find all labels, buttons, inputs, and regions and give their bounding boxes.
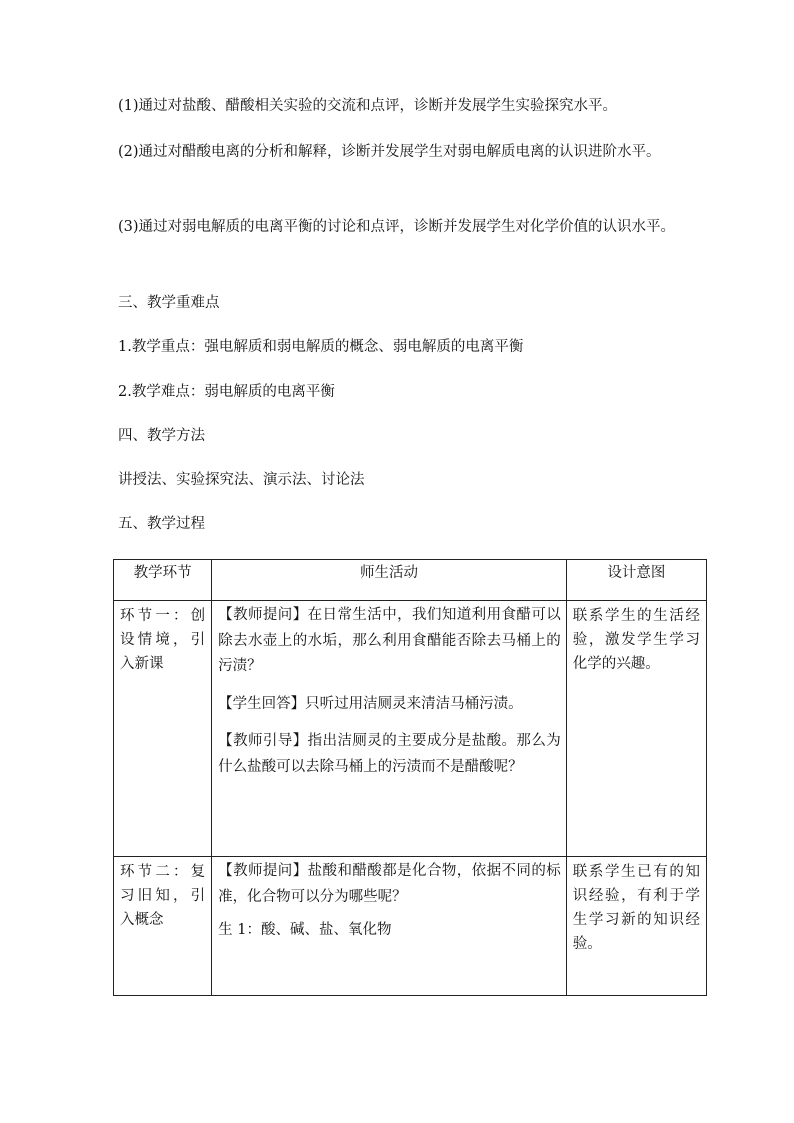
- intent-text: 联系学生的生活经验，激发学生学习化学的兴趣。: [572, 608, 700, 672]
- table-row: [114, 857, 707, 996]
- activity-text: 生 1：酸、碱、盐、氧化物: [218, 922, 392, 938]
- intent-cell: [566, 601, 706, 857]
- intent-cell: [566, 857, 706, 996]
- activity-cell: [212, 857, 567, 996]
- lesson-process-table: [113, 559, 707, 996]
- intent-text: 联系学生已有的知识经验，有利于学生学习新的知识经验。: [572, 864, 700, 952]
- activity-text: 【教师提问】在日常生活中，我们知道利用食醋可以除去水壶上的水垢，那么利用食醋能否除去马桶上的污渍？: [218, 607, 561, 674]
- activity-text: 【教师提问】盐酸和醋酸都是化合物，依据不同的标准，化合物可以分为哪些呢？: [218, 863, 561, 905]
- teaching-methods: 讲授法、实验探究法、演示法、讨论法: [118, 472, 365, 488]
- activity-text: 【学生回答】只听过用洁厕灵来清洁马桶污渍。: [218, 695, 523, 712]
- stage-text: 环节一：创设情境，引入新课: [120, 608, 206, 672]
- header-stage: 教学环节: [114, 560, 212, 601]
- header-activity: 师生活动: [212, 560, 567, 601]
- stage-cell: [114, 857, 212, 996]
- header-intent: 设计意图: [566, 560, 706, 601]
- difficult-point: 2.教学难点：弱电解质的电离平衡: [118, 384, 335, 400]
- table-header-row: [114, 560, 707, 601]
- activity-cell: [212, 601, 567, 857]
- section4-title: 四、教学方法: [118, 428, 205, 444]
- objective-1: (1)通过对盐酸、醋酸相关实验的交流和点评，诊断并发展学生实验探究水平。: [118, 98, 618, 114]
- stage-cell: [114, 601, 212, 857]
- objective-3: (3)通过对弱电解质的电离平衡的讨论和点评，诊断并发展学生对化学价值的认识水平。: [118, 219, 676, 235]
- objective-2: (2)通过对醋酸电离的分析和解释，诊断并发展学生对弱电解质电离的认识进阶水平。: [118, 144, 661, 160]
- section3-title: 三、教学重难点: [118, 295, 220, 311]
- section5-title: 五、教学过程: [118, 516, 205, 532]
- stage-text: 环节二：复习旧知，引入概念: [120, 864, 206, 928]
- table-row: [114, 601, 707, 857]
- key-point: 1.教学重点：强电解质和弱电解质的概念、弱电解质的电离平衡: [118, 339, 524, 355]
- activity-text: 【教师引导】指出洁厕灵的主要成分是盐酸。那么为什么盐酸可以去除马桶上的污渍而不是醋酸呢？: [218, 733, 561, 775]
